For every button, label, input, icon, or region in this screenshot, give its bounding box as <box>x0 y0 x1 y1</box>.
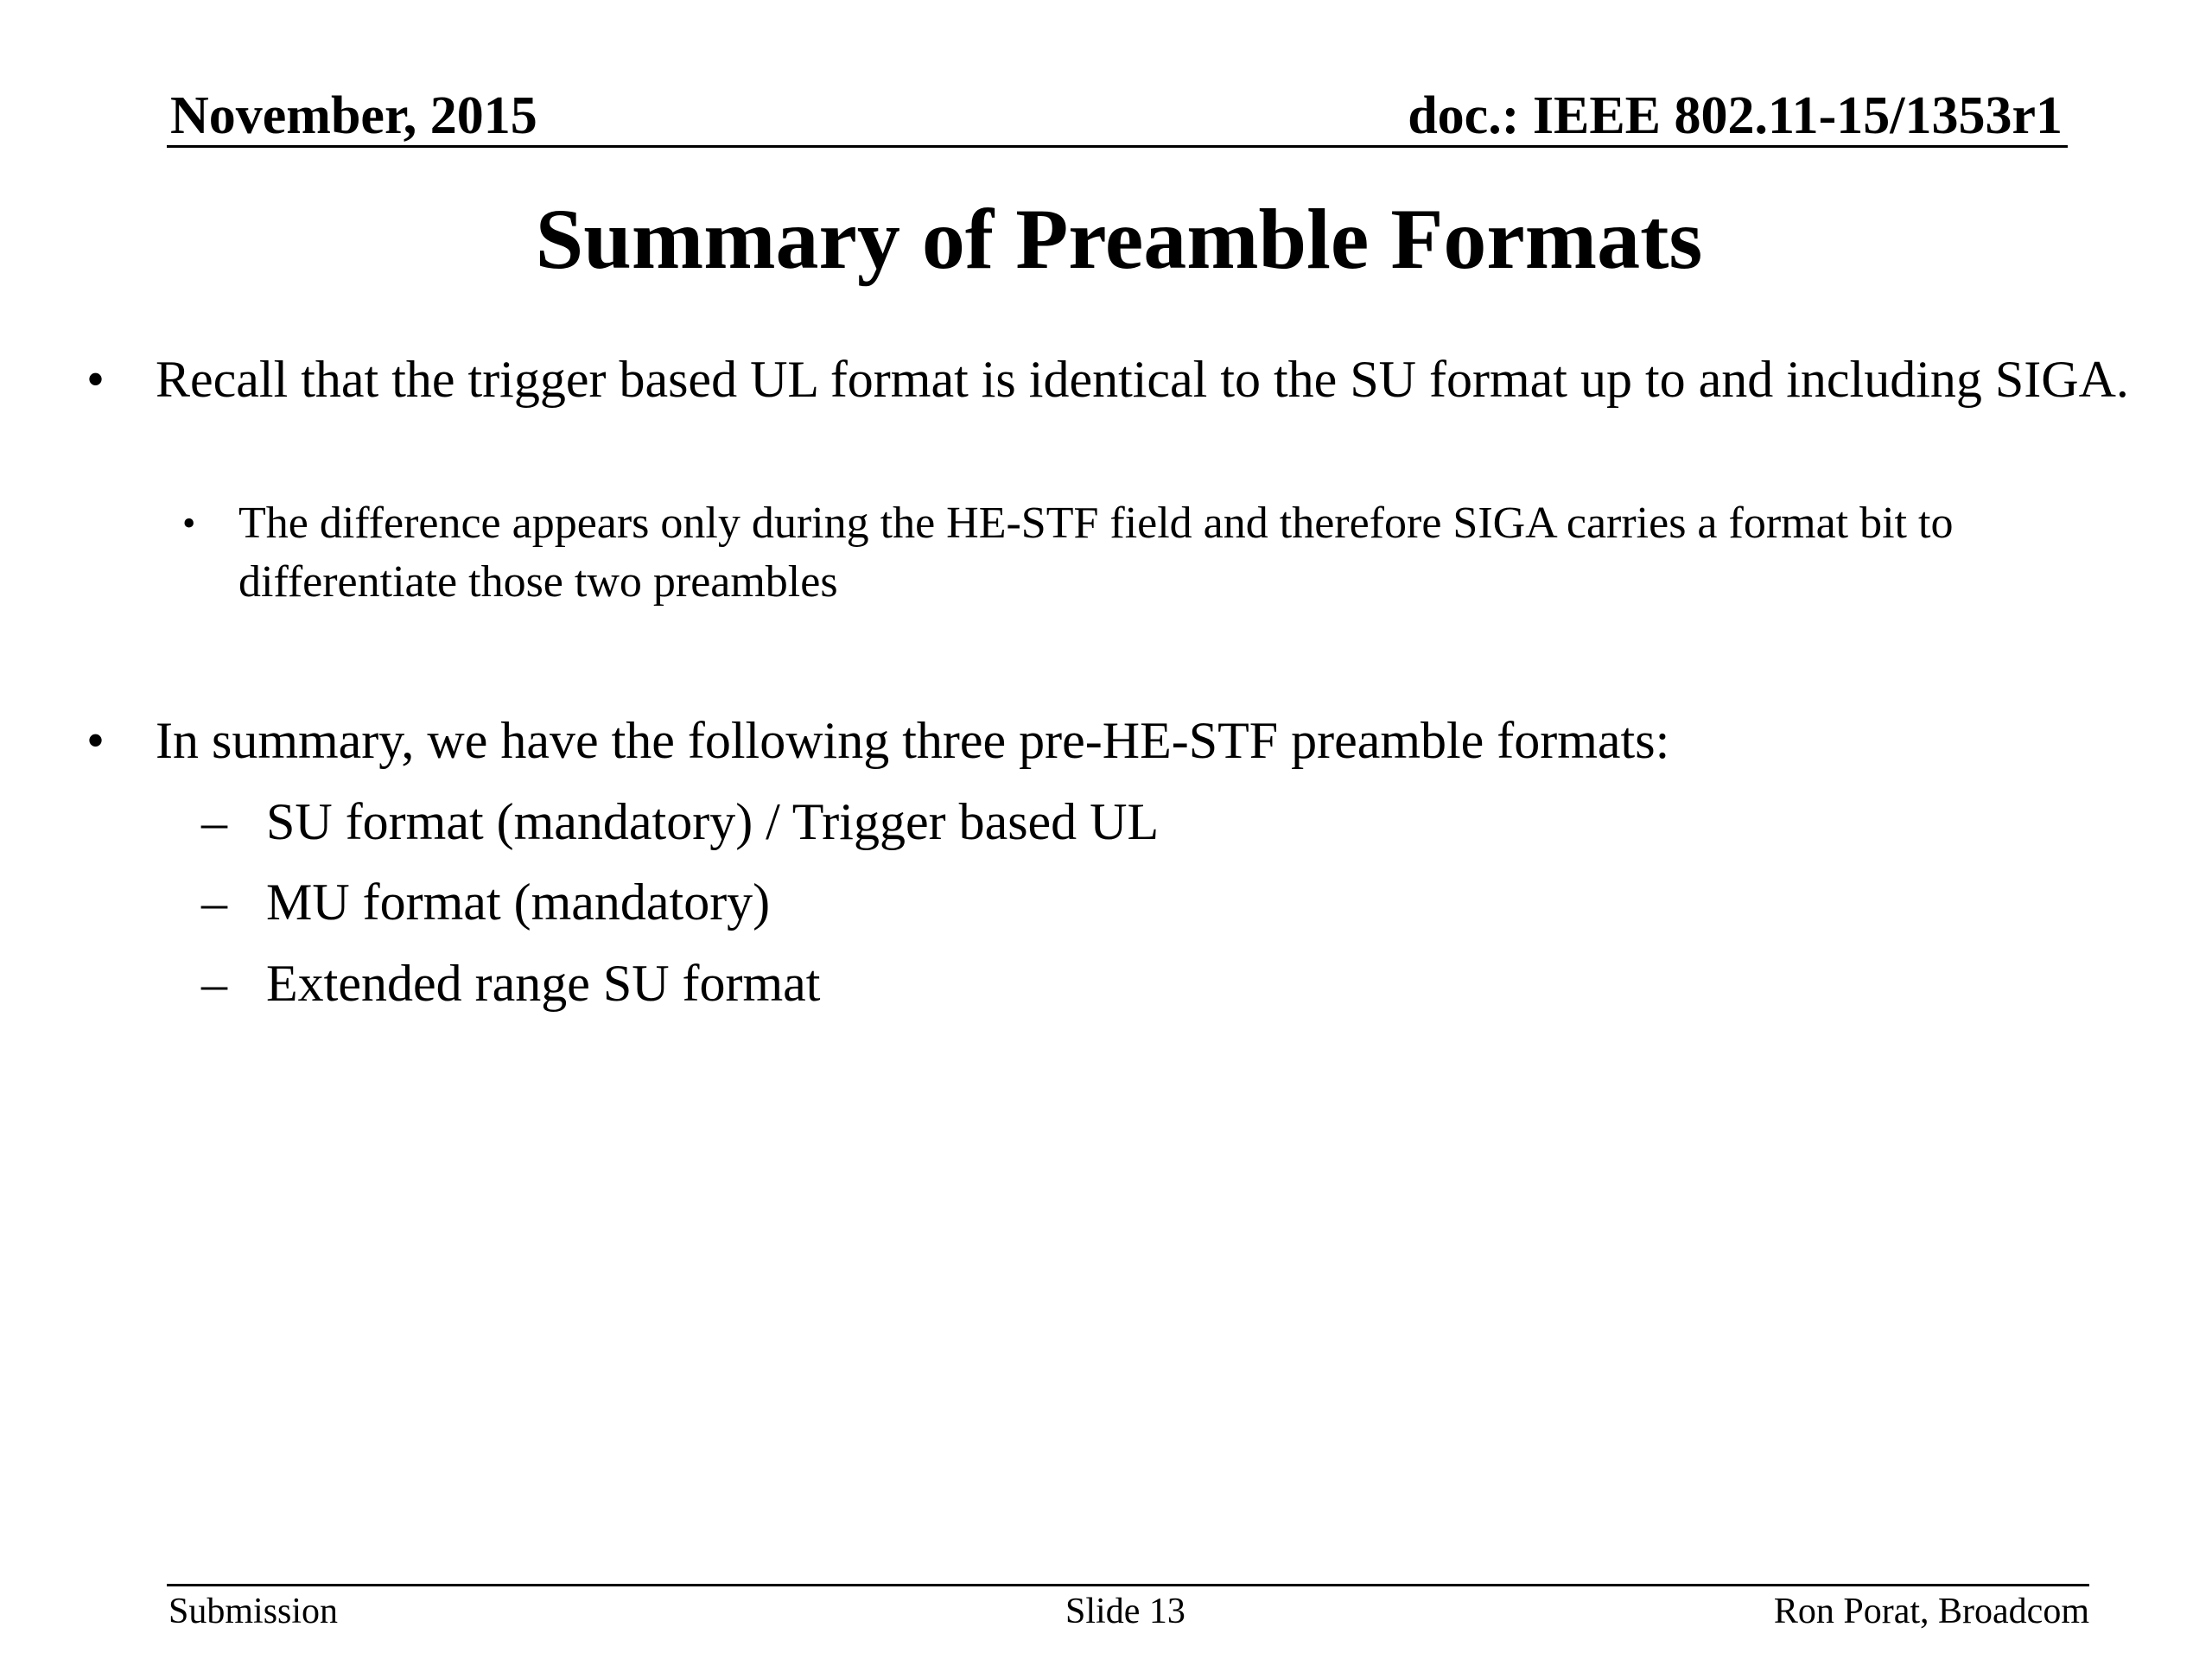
dash-icon: – <box>201 955 227 1012</box>
dash-item-text: MU format (mandatory) <box>266 874 771 931</box>
bullet-icon: • <box>182 502 196 544</box>
bullet-item <box>86 707 2143 774</box>
footer-submission: Submission <box>168 1592 339 1631</box>
bullet-text: Recall that the trigger based UL format is identical to the SU format up to and including SIGA. <box>156 351 2129 408</box>
footer-slide-number: Slide 13 <box>1065 1592 1185 1631</box>
bullet-text: In summary, we have the following three pre-HE-STF preamble formats: <box>156 712 1670 769</box>
dash-list-item <box>201 788 1994 855</box>
dash-item-text: Extended range SU format <box>266 955 821 1012</box>
bullet-item <box>86 346 2143 413</box>
header-doc-id: doc.: IEEE 802.11-15/1353r1 <box>1408 86 2063 145</box>
dash-icon: – <box>201 793 227 850</box>
bullet-icon: • <box>86 351 105 408</box>
slide-title: Summary of Preamble Formats <box>535 191 1703 287</box>
footer-author: Ron Porat, Broadcom <box>1773 1592 2089 1631</box>
sub-bullet-text: The difference appears only during the HE-STF field and therefore SIGA carries a format bit to differentiate those two preambles <box>238 499 1954 607</box>
dash-list-item <box>201 950 1994 1017</box>
sub-bullet-item <box>182 494 2165 612</box>
header-date: November, 2015 <box>170 86 537 145</box>
footer-divider <box>167 1584 2089 1586</box>
dash-icon: – <box>201 874 227 931</box>
header-divider <box>167 145 2068 148</box>
dash-list-item <box>201 868 1994 936</box>
dash-item-text: SU format (mandatory) / Trigger based UL <box>266 793 1160 850</box>
bullet-icon: • <box>86 712 105 769</box>
